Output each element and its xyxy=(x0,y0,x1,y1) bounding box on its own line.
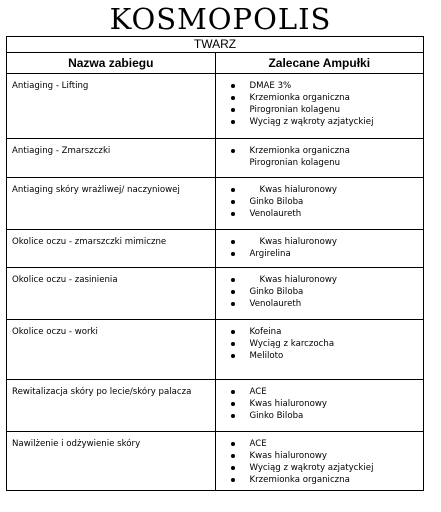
bullet-icon xyxy=(231,402,235,406)
ampoule-item xyxy=(216,248,424,260)
ampoule-item xyxy=(216,298,424,310)
ampoule-cell xyxy=(215,268,424,320)
section-title: TWARZ xyxy=(7,37,424,53)
table-row xyxy=(7,432,424,491)
ampoule-item xyxy=(216,104,424,116)
ampoule-cell xyxy=(215,74,424,139)
ampoule-label: Kofeina xyxy=(249,327,282,337)
bullet-icon xyxy=(231,240,235,244)
ampoule-list xyxy=(216,236,424,260)
header-ampoules: Zalecane Ampułki xyxy=(215,53,424,74)
ampoule-item xyxy=(216,196,424,208)
bullet-icon xyxy=(231,96,235,100)
ampoule-list xyxy=(216,274,424,310)
bullet-icon xyxy=(231,252,235,256)
ampoule-label: Kwas hialuronowy xyxy=(259,237,337,247)
ampoule-cell xyxy=(215,320,424,380)
bullet-icon xyxy=(231,149,235,153)
ampoule-list xyxy=(216,80,424,128)
ampoule-list xyxy=(216,438,424,486)
ampoule-label: Venolaureth xyxy=(249,209,302,219)
bullet-icon xyxy=(231,414,235,418)
header-row xyxy=(7,53,424,74)
ampoule-cell xyxy=(215,139,424,178)
treatment-name: Antiaging - Zmarszczki xyxy=(7,139,216,178)
table-row xyxy=(7,380,424,432)
ampoule-item xyxy=(216,386,424,398)
ampoule-label: Argirelina xyxy=(249,249,291,259)
ampoule-item xyxy=(216,350,424,362)
ampoule-label: Kwas hialuronowy xyxy=(249,451,327,461)
table-row xyxy=(7,320,424,380)
ampoule-label: Krzemionka organiczna xyxy=(249,475,350,485)
ampoule-cell xyxy=(215,380,424,432)
ampoule-cell xyxy=(215,230,424,268)
ampoule-list xyxy=(216,386,424,422)
bullet-icon xyxy=(231,442,235,446)
ampoule-label: Krzemionka organiczna xyxy=(249,93,350,103)
treatment-table xyxy=(6,36,424,491)
treatment-name: Okolice oczu - zmarszczki mimiczne xyxy=(7,230,216,268)
ampoule-item xyxy=(216,157,424,169)
brand-title: KOSMOPOLIS xyxy=(109,2,332,36)
bullet-icon xyxy=(231,120,235,124)
ampoule-label: Wyciąg z wąkroty azjatyckiej xyxy=(249,117,374,127)
ampoule-item xyxy=(216,438,424,450)
ampoule-label: Kwas hialuronowy xyxy=(259,275,337,285)
ampoule-list xyxy=(216,145,424,169)
ampoule-label: Venolaureth xyxy=(249,299,302,309)
bullet-icon xyxy=(231,354,235,358)
table-row xyxy=(7,268,424,320)
ampoule-item xyxy=(216,274,424,286)
ampoule-item xyxy=(216,398,424,410)
ampoule-label: Kwas hialuronowy xyxy=(259,185,337,195)
ampoule-item xyxy=(216,184,424,196)
ampoule-cell xyxy=(215,432,424,491)
treatment-name: Okolice oczu - worki xyxy=(7,320,216,380)
ampoule-item xyxy=(216,208,424,220)
section-row xyxy=(7,37,424,53)
ampoule-item xyxy=(216,338,424,350)
bullet-icon xyxy=(231,478,235,482)
bullet-icon xyxy=(231,188,235,192)
bullet-icon xyxy=(231,466,235,470)
ampoule-label: ACE xyxy=(249,439,267,449)
ampoule-item xyxy=(216,410,424,422)
ampoule-item xyxy=(216,92,424,104)
ampoule-item xyxy=(216,450,424,462)
header-treatment: Nazwa zabiegu xyxy=(7,53,216,74)
bullet-icon xyxy=(231,212,235,216)
ampoule-label: Krzemionka organiczna xyxy=(249,146,350,156)
ampoule-item xyxy=(216,474,424,486)
ampoule-list xyxy=(216,326,424,362)
ampoule-label: ACE xyxy=(249,387,267,397)
bullet-icon xyxy=(231,84,235,88)
ampoule-label: Wyciąg z wąkroty azjatyckiej xyxy=(249,463,374,473)
table-row xyxy=(7,178,424,230)
ampoule-item xyxy=(216,236,424,248)
ampoule-item xyxy=(216,116,424,128)
table-row xyxy=(7,139,424,178)
bullet-icon xyxy=(231,200,235,204)
ampoule-item xyxy=(216,80,424,92)
ampoule-item xyxy=(216,462,424,474)
ampoule-label: Kwas hialuronowy xyxy=(249,399,327,409)
bullet-icon xyxy=(231,342,235,346)
bullet-icon xyxy=(231,302,235,306)
ampoule-label: Ginko Biloba xyxy=(249,287,304,297)
table-row xyxy=(7,230,424,268)
treatment-name: Nawilżenie i odżywienie skóry xyxy=(7,432,216,491)
ampoule-label: Ginko Biloba xyxy=(249,197,304,207)
ampoule-list xyxy=(216,184,424,220)
ampoule-label: Meliloto xyxy=(249,351,284,361)
ampoule-cell xyxy=(215,178,424,230)
ampoule-label: DMAE 3% xyxy=(249,81,292,91)
ampoule-item xyxy=(216,286,424,298)
bullet-icon xyxy=(231,290,235,294)
ampoule-label: Wyciąg z karczocha xyxy=(249,339,335,349)
ampoule-label: Pirogronian kolagenu xyxy=(249,158,341,168)
treatment-name: Antiaging skóry wrażliwej/ naczyniowej xyxy=(7,178,216,230)
ampoule-item xyxy=(216,145,424,157)
ampoule-item xyxy=(216,326,424,338)
bullet-icon xyxy=(231,330,235,334)
table-row xyxy=(7,74,424,139)
bullet-icon xyxy=(231,108,235,112)
ampoule-label: Ginko Biloba xyxy=(249,411,304,421)
bullet-icon xyxy=(231,390,235,394)
ampoule-label: Pirogronian kolagenu xyxy=(249,105,341,115)
treatment-name: Okolice oczu - zasinienia xyxy=(7,268,216,320)
bullet-icon xyxy=(231,278,235,282)
treatment-name: Antiaging - Lifting xyxy=(7,74,216,139)
treatment-name: Rewitalizacja skóry po lecie/skóry palacza xyxy=(7,380,216,432)
bullet-icon xyxy=(231,454,235,458)
